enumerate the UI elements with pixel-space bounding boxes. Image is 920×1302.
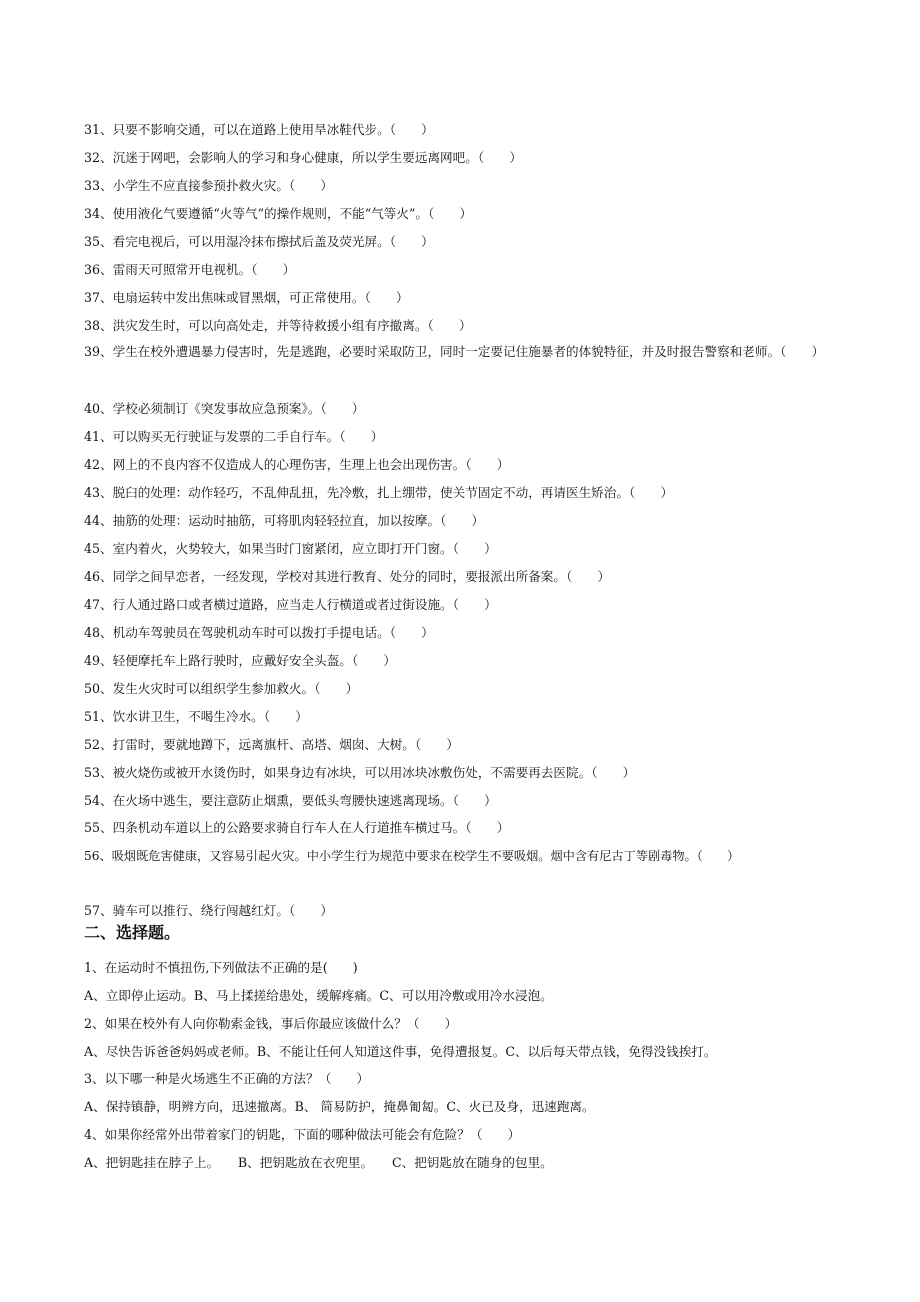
tf-item-50: 50、发生火灾时可以组织学生参加救火。（ ） xyxy=(84,681,359,696)
tf-item-34: 34、使用液化气要遵循“火等气”的操作规则，不能“气等火”。（ ） xyxy=(84,206,473,221)
tf-item-53: 53、被火烧伤或被开水烫伤时，如果身边有冰块，可以用冰块冰敷伤处，不需要再去医院。（ ） xyxy=(84,765,636,780)
tf-item-49: 49、轻便摩托车上路行驶时，应戴好安全头盔。（ ） xyxy=(84,653,396,668)
tf-item-38: 38、洪灾发生时，可以向高处走，并等待救援小组有序撤离。（ ） xyxy=(84,318,472,333)
tf-item-42: 42、网上的不良内容不仅造成人的心理伤害，生理上也会出现伤害。（ ） xyxy=(84,457,510,472)
tf-item-35: 35、看完电视后，可以用湿冷抹布擦拭后盖及荧光屏。（ ） xyxy=(84,234,434,249)
tf-item-48: 48、机动车驾驶员在驾驶机动车时可以拨打手提电话。（ ） xyxy=(84,625,434,640)
tf-item-39: 39、学生在校外遭遇暴力侵害时，先是逃跑，必要时采取防卫，同时一定要记住施暴者的体貌特征，并及时报告警察和老师。（ ） xyxy=(84,344,825,359)
section-title-choice: 二、选择题。 xyxy=(84,923,181,942)
tf-item-47: 47、行人通过路口或者横过道路，应当走人行横道或者过街设施。（ ） xyxy=(84,597,497,612)
choice-options-3: A、保持镇静，明辨方向，迅速撤离。B、 简易防护，掩鼻匍匐。C、火已及身，迅速跑离。 xyxy=(84,1099,595,1114)
tf-item-32: 32、沉迷于网吧，会影响人的学习和身心健康，所以学生要远离网吧。（ ） xyxy=(84,150,522,165)
tf-item-52: 52、打雷时，要就地蹲下，远离旗杆、高塔、烟囱、大树。（ ） xyxy=(84,737,459,752)
tf-item-31: 31、只要不影响交通，可以在道路上使用旱冰鞋代步。（ ） xyxy=(84,122,434,137)
choice-question-2: 2、如果在校外有人向你勒索金钱，事后你最应该做什么？（ ） xyxy=(84,1016,458,1031)
tf-item-51: 51、饮水讲卫生，不喝生冷水。（ ） xyxy=(84,709,308,724)
tf-item-46: 46、同学之间早恋者，一经发现，学校对其进行教育、处分的同时，要报派出所备案。（ ） xyxy=(84,569,611,584)
choice-options-1: A、立即停止运动。B、马上揉搓给患处，缓解疼痛。C、可以用冷敷或用冷水浸泡。 xyxy=(84,988,553,1003)
tf-item-40: 40、学校必须制订《突发事故应急预案》。（ ） xyxy=(84,401,365,416)
tf-item-57: 57、骑车可以推行、绕行闯越红灯。（ ） xyxy=(84,903,334,918)
choice-question-4: 4、如果你经常外出带着家门的钥匙，下面的哪种做法可能会有危险？（ ） xyxy=(84,1127,521,1142)
choice-question-3: 3、以下哪一种是火场逃生不正确的方法？（ ） xyxy=(84,1071,370,1086)
tf-item-37: 37、电扇运转中发出焦味或冒黑烟，可正常使用。（ ） xyxy=(84,290,409,305)
choice-question-1: 1、在运动时不慎扭伤,下列做法不正确的是( ) xyxy=(84,960,358,975)
tf-item-41: 41、可以购买无行驶证与发票的二手自行车。（ ） xyxy=(84,429,384,444)
tf-item-54: 54、在火场中逃生，要注意防止烟熏，要低头弯腰快速逃离现场。（ ） xyxy=(84,793,497,808)
choice-options-4: A、把钥匙挂在脖子上。 B、把钥匙放在衣兜里。 C、把钥匙放在随身的包里。 xyxy=(84,1155,553,1170)
tf-item-45: 45、室内着火，火势较大，如果当时门窗紧闭，应立即打开门窗。（ ） xyxy=(84,541,497,556)
tf-item-44: 44、抽筋的处理：运动时抽筋，可将肌肉轻轻拉直，加以按摩。（ ） xyxy=(84,513,485,528)
tf-item-56: 56、吸烟既危害健康，又容易引起火灾。中小学生行为规范中要求在校学生不要吸烟。烟中含有尼古丁等剧毒物。（ ） xyxy=(84,849,740,863)
tf-item-55: 55、四条机动车道以上的公路要求骑自行车人在人行道推车横过马。（ ） xyxy=(84,820,510,835)
tf-item-43: 43、脱臼的处理：动作轻巧，不乱伸乱扭，先冷敷，扎上绷带，使关节固定不动，再请医生矫治。（ ） xyxy=(84,485,674,500)
tf-item-36: 36、雷雨天可照常开电视机。（ ） xyxy=(84,262,296,277)
tf-item-33: 33、小学生不应直接参预扑救火灾。（ ） xyxy=(84,178,334,193)
choice-options-2: A、尽快告诉爸爸妈妈或老师。B、不能让任何人知道这件事，免得遭报复。C、以后每天带点钱，免得没钱挨打。 xyxy=(84,1044,717,1059)
